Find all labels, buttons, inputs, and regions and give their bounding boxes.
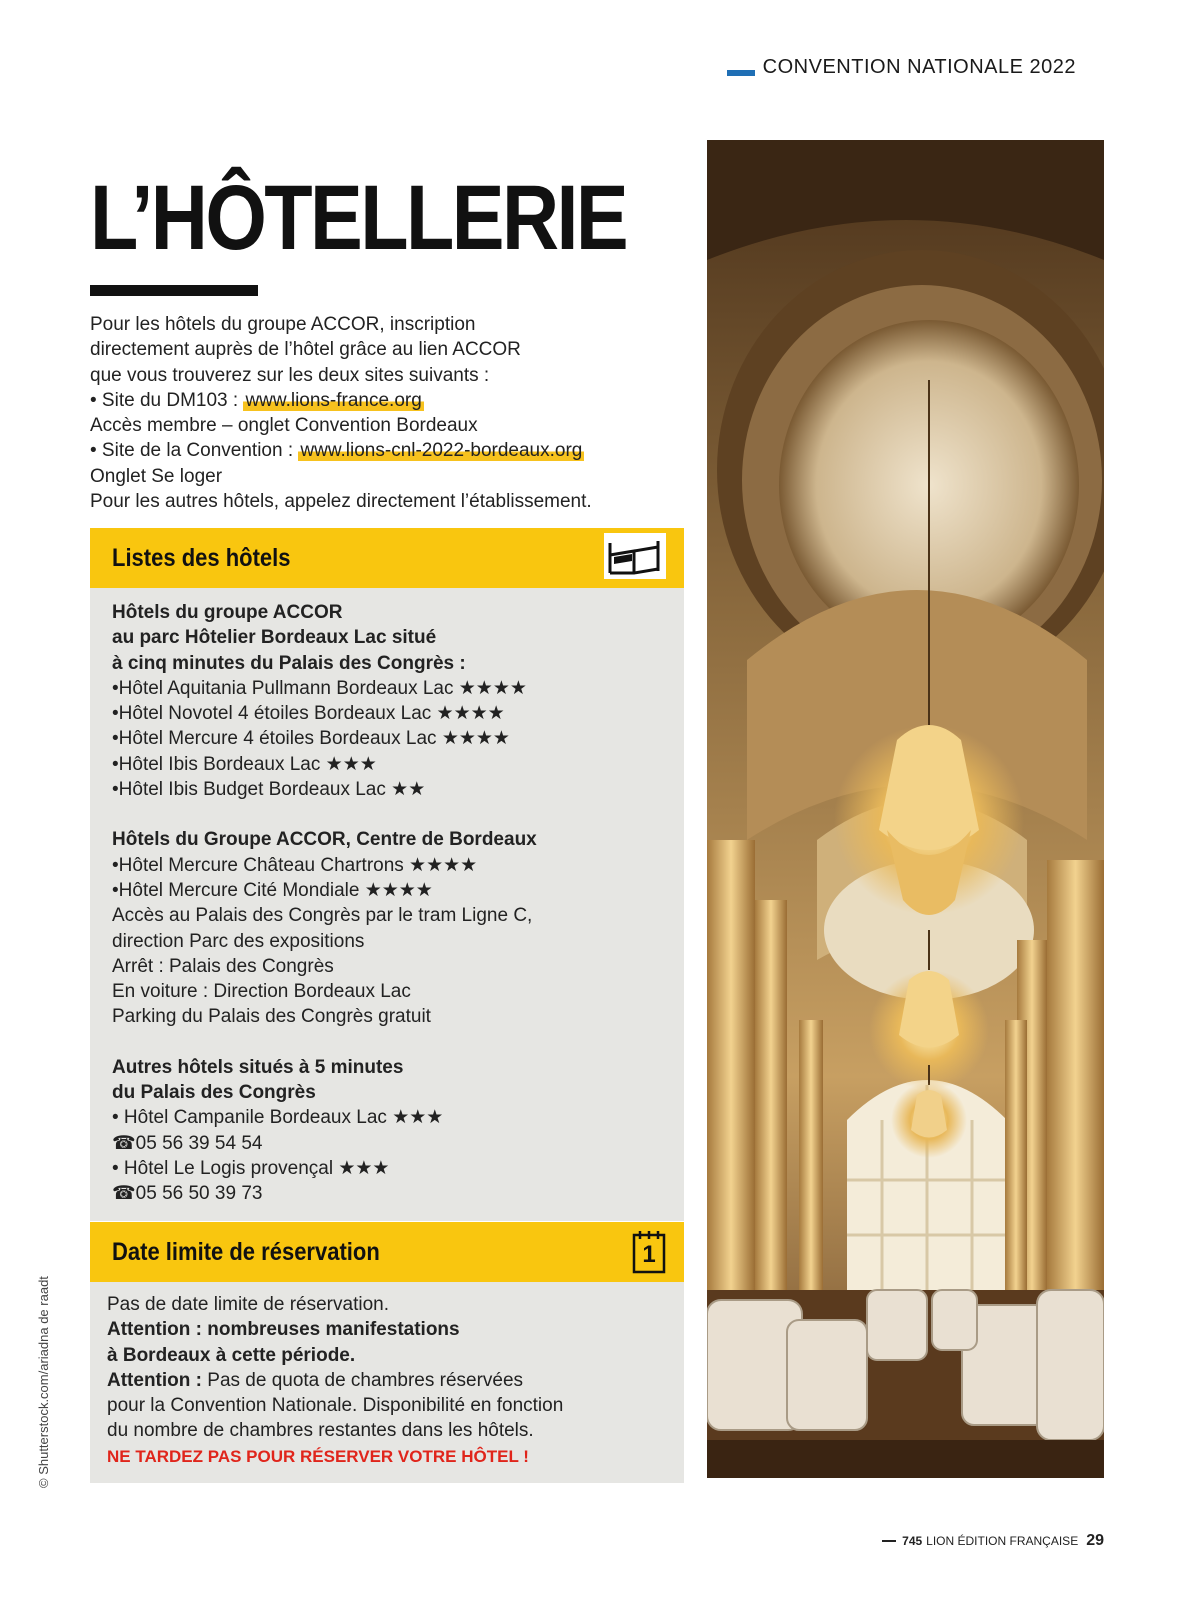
page-number: 29 [1086, 1532, 1104, 1549]
bed-icon [604, 533, 666, 584]
attention-quota [107, 1368, 662, 1393]
calendar-day: 1 [642, 1241, 656, 1268]
hotel-item: •Hôtel Ibis Bordeaux Lac ★★★ [112, 753, 377, 775]
attention-text: Pas de quota de chambres réservées [207, 1369, 524, 1391]
accor-centre-title: Hôtels du Groupe ACCOR, Centre de Bordeaux [112, 829, 537, 851]
attention-label: Attention : [107, 1369, 208, 1391]
attention-more: pour la Convention Nationale. Disponibilité en fonction [107, 1395, 564, 1417]
intro-line: directement auprès de l’hôtel grâce au lien ACCOR [90, 339, 521, 361]
page-title: L’HÔTELLERIE [90, 167, 627, 269]
attention-line: Attention : nombreuses manifestations [107, 1319, 460, 1341]
call-to-action: NE TARDEZ PAS POUR RÉSERVER VOTRE HÔTEL ! [107, 1446, 529, 1466]
section-header [727, 56, 1076, 79]
title-underline [90, 285, 258, 296]
intro-others: Pour les autres hôtels, appelez directement l’établissement. [90, 491, 592, 513]
hotel-item: •Hôtel Mercure Cité Mondiale ★★★★ [112, 879, 433, 901]
hotel-interior-photo [707, 140, 1104, 1478]
attention-more: du nombre de chambres restantes dans les hôtels. [107, 1420, 534, 1442]
site1-line [90, 388, 680, 413]
header-accent-bar [727, 70, 755, 76]
other-hotels-title: du Palais des Congrès [112, 1082, 316, 1104]
section-label: CONVENTION NATIONALE 2022 [762, 56, 1076, 78]
hotel-item: •Hôtel Aquitania Pullmann Bordeaux Lac ★★★★ [112, 677, 527, 699]
site1-link[interactable]: www.lions-france.org [245, 389, 422, 411]
accor-lac-title: au parc Hôtelier Bordeaux Lac situé [112, 627, 437, 649]
calendar-icon [632, 1230, 666, 1274]
deadline-panel-header [90, 1222, 684, 1282]
hotel-item: •Hôtel Mercure Château Chartrons ★★★★ [112, 854, 478, 876]
hotels-panel-title: Listes des hôtels [112, 543, 291, 572]
access-info-line: En voiture : Direction Bordeaux Lac [112, 981, 411, 1003]
spacer [112, 1030, 662, 1055]
photo-credit: © Shutterstock.com/ariadna de raadt [36, 1276, 51, 1488]
hotel-phone: ☎05 56 50 39 73 [112, 1183, 263, 1205]
access-info-line: Parking du Palais des Congrès gratuit [112, 1006, 431, 1028]
deadline-panel [90, 1222, 684, 1483]
page-footer [882, 1532, 1104, 1550]
hotel-item: •Hôtel Ibis Budget Bordeaux Lac ★★ [112, 779, 426, 801]
hotel-phone: ☎05 56 39 54 54 [112, 1132, 263, 1154]
site2-line [90, 438, 680, 463]
hotels-panel-body [90, 588, 684, 1221]
attention-line: à Bordeaux à cette période. [107, 1344, 356, 1366]
hotel-item: •Hôtel Mercure 4 étoiles Bordeaux Lac ★★★★ [112, 728, 510, 750]
hotels-panel-header [90, 528, 684, 588]
access-info-line: Accès au Palais des Congrès par le tram Ligne C, [112, 905, 533, 927]
hotels-panel [90, 528, 684, 1221]
site2-access: Onglet Se loger [90, 465, 223, 487]
accor-lac-title: Hôtels du groupe ACCOR [112, 602, 343, 623]
access-info-line: direction Parc des expositions [112, 930, 365, 952]
footer-dash [882, 1540, 896, 1542]
site2-label: • Site de la Convention : [90, 440, 299, 462]
deadline-line: Pas de date limite de réservation. [107, 1294, 389, 1315]
deadline-panel-body [90, 1282, 684, 1483]
issue-number: 745 [902, 1534, 923, 1548]
hotel-item: • Hôtel Campanile Bordeaux Lac ★★★ [112, 1107, 444, 1129]
deadline-panel-title: Date limite de réservation [112, 1237, 380, 1266]
other-hotels-title: Autres hôtels situés à 5 minutes [112, 1056, 404, 1078]
site1-label: • Site du DM103 : [90, 389, 244, 411]
hotel-item: • Hôtel Le Logis provençal ★★★ [112, 1157, 390, 1179]
site1-access: Accès membre – onglet Convention Bordeaux [90, 415, 478, 437]
access-info-line: Arrêt : Palais des Congrès [112, 955, 334, 977]
publication-name: LION ÉDITION FRANÇAISE [926, 1534, 1079, 1548]
intro-line: Pour les hôtels du groupe ACCOR, inscription [90, 314, 476, 335]
intro-text [90, 312, 680, 514]
intro-line: que vous trouverez sur les deux sites suivants : [90, 364, 490, 386]
spacer [112, 802, 662, 827]
hotel-item: •Hôtel Novotel 4 étoiles Bordeaux Lac ★★★★ [112, 703, 505, 725]
site2-link[interactable]: www.lions-cnl-2022-bordeaux.org [300, 440, 583, 462]
accor-lac-title: à cinq minutes du Palais des Congrès : [112, 652, 466, 674]
